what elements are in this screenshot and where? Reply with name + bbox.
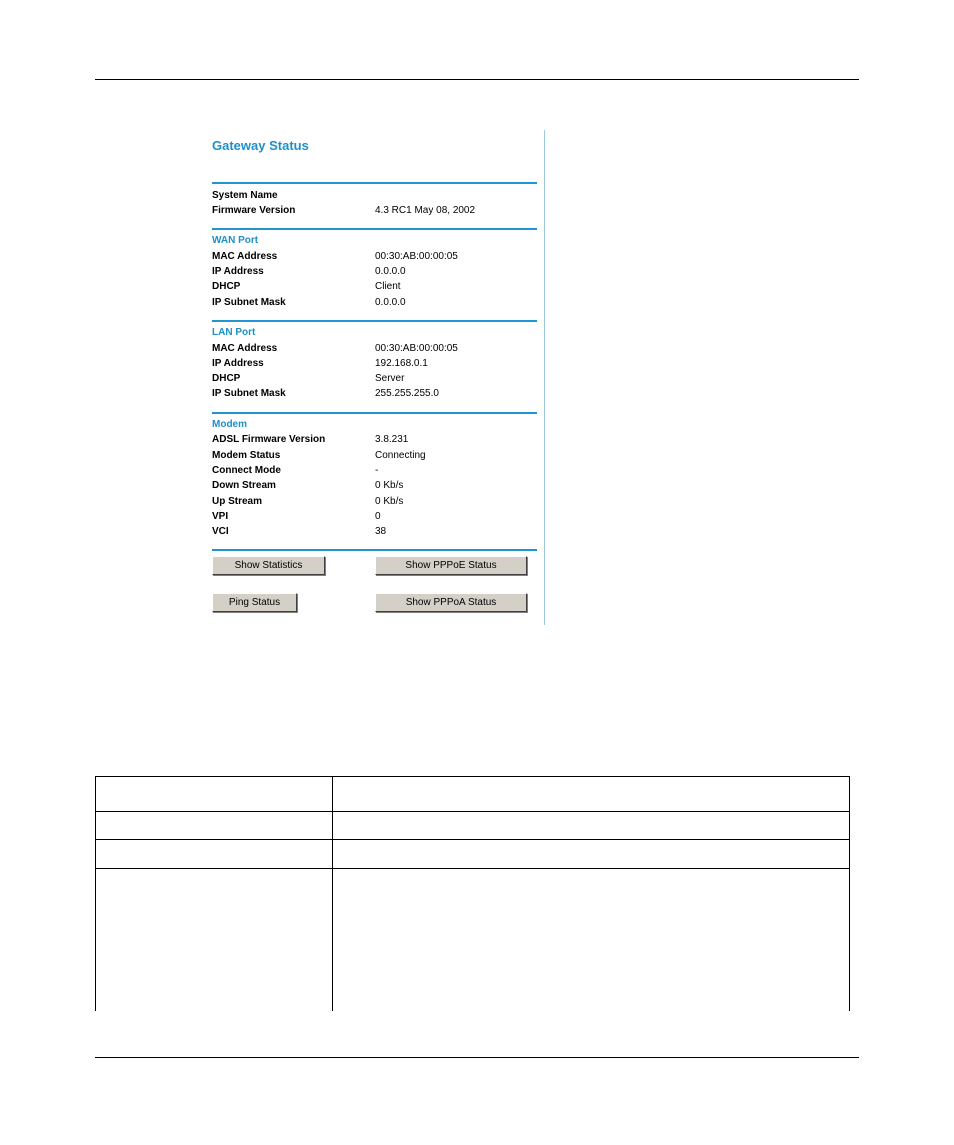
- show-statistics-button[interactable]: Show Statistics: [212, 556, 325, 575]
- lan-ip-label: IP Address: [212, 358, 264, 369]
- modem-status-label: Modem Status: [212, 450, 281, 461]
- up-stream-label: Up Stream: [212, 496, 263, 507]
- system-name-label: System Name: [212, 190, 278, 201]
- wan-port-heading: WAN Port: [212, 235, 259, 246]
- wan-subnet-label: IP Subnet Mask: [212, 297, 286, 308]
- wan-mac-label: MAC Address: [212, 251, 278, 262]
- connect-mode-value: -: [375, 465, 379, 476]
- gateway-status-panel: [212, 130, 546, 625]
- lan-subnet-label: IP Subnet Mask: [212, 388, 286, 399]
- wan-subnet-value: 0.0.0.0: [375, 297, 406, 308]
- footer-rule: [95, 1057, 859, 1058]
- lan-mac-label: MAC Address: [212, 343, 278, 354]
- lan-mac-value: 00:30:AB:00:00:05: [375, 343, 458, 354]
- firmware-version-label: Firmware Version: [212, 205, 296, 216]
- table-border: [849, 776, 850, 1011]
- panel-frame-edge: [544, 130, 545, 625]
- vpi-value: 0: [375, 511, 381, 522]
- lan-dhcp-value: Server: [375, 373, 405, 384]
- connect-mode-label: Connect Mode: [212, 465, 281, 476]
- table-border: [95, 776, 96, 1011]
- wan-dhcp-label: DHCP: [212, 281, 241, 292]
- modem-status-value: Connecting: [375, 450, 426, 461]
- vpi-label: VPI: [212, 511, 229, 522]
- divider: [212, 549, 537, 551]
- vci-label: VCI: [212, 526, 229, 537]
- header-rule: [95, 79, 859, 80]
- show-pppoa-status-button[interactable]: Show PPPoA Status: [375, 593, 527, 612]
- table-border: [332, 776, 333, 1011]
- table-border: [95, 776, 849, 777]
- lan-dhcp-label: DHCP: [212, 373, 241, 384]
- wan-mac-value: 00:30:AB:00:00:05: [375, 251, 458, 262]
- divider: [212, 412, 537, 414]
- vci-value: 38: [375, 526, 387, 537]
- table-border: [95, 868, 849, 869]
- divider: [212, 228, 537, 230]
- ping-status-button[interactable]: Ping Status: [212, 593, 297, 612]
- divider: [212, 320, 537, 322]
- divider: [212, 182, 537, 184]
- down-stream-label: Down Stream: [212, 480, 276, 491]
- lan-ip-value: 192.168.0.1: [375, 358, 428, 369]
- table-border: [95, 811, 849, 812]
- show-pppoe-status-button[interactable]: Show PPPoE Status: [375, 556, 527, 575]
- wan-ip-label: IP Address: [212, 266, 264, 277]
- adsl-firmware-label: ADSL Firmware Version: [212, 434, 326, 445]
- down-stream-value: 0 Kb/s: [375, 480, 404, 491]
- table-border: [95, 839, 849, 840]
- wan-dhcp-value: Client: [375, 281, 401, 292]
- page-title: Gateway Status: [212, 138, 309, 153]
- lan-subnet-value: 255.255.255.0: [375, 388, 439, 399]
- adsl-firmware-value: 3.8.231: [375, 434, 409, 445]
- lan-port-heading: LAN Port: [212, 327, 256, 338]
- modem-heading: Modem: [212, 419, 247, 430]
- up-stream-value: 0 Kb/s: [375, 496, 404, 507]
- firmware-version-value: 4.3 RC1 May 08, 2002: [375, 205, 476, 216]
- wan-ip-value: 0.0.0.0: [375, 266, 406, 277]
